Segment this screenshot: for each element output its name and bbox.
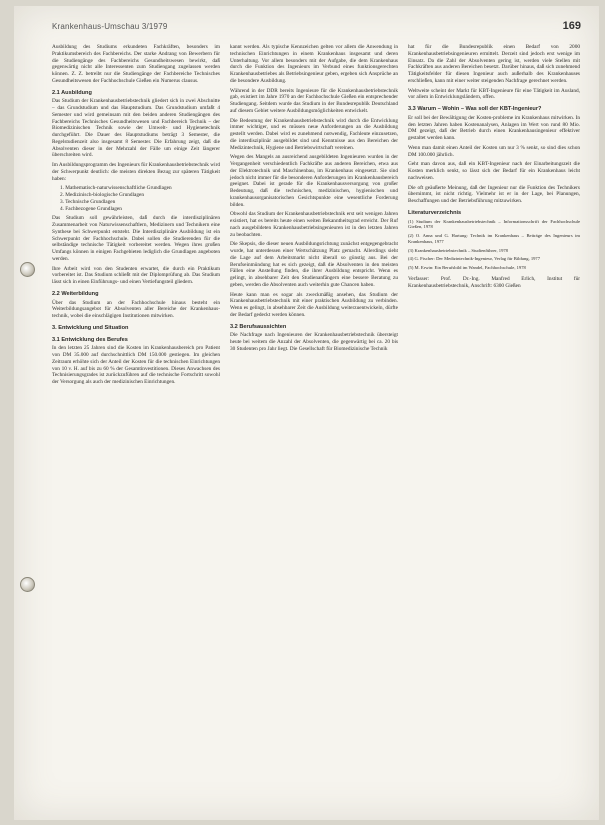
paragraph: Weltweite scheint der Markt für KBT-Ingenieure für eine Tätigkeit im Ausland, vor allem in Entwicklungsländern, offen. xyxy=(408,87,580,101)
paragraph: Er soll bei der Bewältigung der Kosten-probleme im Krankenhaus mitwirken. In den letzten Jahren haben Kostenanalysen, Anlagen im Wert von rund 80 Mio. DM gezeigt, daß der Betrieb durch einen Krankenhausingenieur effektiver gestaltet werden kann. xyxy=(408,114,580,141)
list-item: 4. Fachbezogene Grundlagen xyxy=(60,205,122,212)
page-header xyxy=(52,20,581,36)
paragraph: Geht man davon aus, daß ein KBT-Ingenieur nach der Einarbeitungszeit die Kosten merklich senkt, so lässt sich der Bedarf für ein Krankenhaus leicht nachweisen. xyxy=(408,161,580,181)
text-column-1 xyxy=(52,44,220,389)
reference-item: (4) G. Fischer: Der Medizintechnik-Ingenieur, Verlag für Bildung, 1977 xyxy=(408,256,541,262)
section-heading: 3. Entwicklung und Situation xyxy=(52,324,129,331)
paragraph: hat für die Bundesrepublik einen Bedarf von 2000 Krankenhausbetriebsingenieuren ermittelt. Derzeit sind jedoch erst wenige im Einsatz. Da die Zahl der Absolventen gering ist, werden viele Stellen mit Fachkräften aus anderen Bereichen besetzt. Darüber hinaus, daß sich zunehmend Tätigkeitsfelder für diesen Ingenieur auch außerhalb des Krankenhauses erschließen, kann mit einer weiter steigenden Nachfrage gerechnet werden. xyxy=(408,44,580,84)
binder-hole-icon xyxy=(20,577,35,592)
paragraph: Die Bedeutung der Krankenhausbetriebstechnik wird durch die Entwicklung immer wichtiger, und es müssen neue Anforderungen an die Ausbildung gestellt werden. Dabei wird es zunehmend notwendig, Fachleute einzusetzen, die interdisziplinär ausgebildet sind und Kenntnisse aus den Bereichen der Medizintechnik, Hygiene und Betriebswirtschaft vereinen. xyxy=(230,117,398,151)
paragraph: In den letzten 25 Jahren sind die Kosten im Krankenhausbereich pro Patient von DM 35.000 auf durchschnittlich DM 150.000 gestiegen. Im gleichen Zeitraum erhöhte sich der Anteil der Kosten für die technischen Einrichtungen von 10 v. H. auf bis zu 60 % der Gesamtinvestitionen. Dieses Anwachsen des Technisierungsgrades ist zurückzuführen auf die technische Fortschritt sowohl der Versorgung als auch der medizinischen Einrichtungen. xyxy=(52,345,220,385)
reference-item: (2) O. Anna und G. Hartung: Technik im Krankenhaus – Beiträge des Ingenieurs im Krankenhaus, 1977 xyxy=(408,233,580,244)
references-heading: Literaturverzeichnis xyxy=(408,209,462,216)
journal-page xyxy=(14,6,599,820)
paragraph: Im Ausbildungsprogramm des Ingenieurs für Krankenhausbetriebstechnik wird der Schwerpunkt deutlich: die meisten direkten Bezug zur späteren Tätigkeit haben: xyxy=(52,162,220,182)
section-heading: 3.3 Warum – Wohin – Was soll der KBT-Ingenieur? xyxy=(408,106,542,112)
paragraph: Ausbildung des Studiums erkundeten Fachkräften, besonders im Praktikumsbereich des Fachbereichs. Der starke Andrang von Bewerbern für die Studiengänge des Fachbereichs Gesundheitswesen bewirkt, daß gegenwärtig nicht alle Interessenten zum Studiengang zugelassen werden können. Z. Z. betreibt nur die Studiengänge der Fachbereiche Technisches Gesundheitswesen der Fachhochschule Gießen ein Numerus clausus. xyxy=(52,44,220,84)
reference-item: (5) M. Erwin: Ein Berufsbild im Wandel, Fachhochschule, 1978 xyxy=(408,265,526,271)
paragraph: Obwohl das Studium der Krankenhausbetriebstechnik erst seit wenigen Jahren existiert, hat es bereits heute einen weiten Bekanntheitsgrad erreicht. Der Ruf nach ausgebildeten Krankenhausbetriebsingenieuren ist in den letzten Jahren zu beobachten. xyxy=(230,211,398,238)
paragraph: Das Studium der Krankenhausbetriebstechnik gliedert sich in zwei Abschnitte – das Grundstudium und das Hauptstudium. Das Grundstudium umfaßt 4 Semester und wird gemeinsam mit den beiden anderen Studiengängen des Fachbereichs Technisches Gesundheitswesen und Fachbereich Technik – der Biomedizinischen Technik sowie der Umwelt- und Hygienetechnik durchgeführt. Die Dauer des Hauptstudiums beträgt 3 Semester, die Regelstudienzeit also insgesamt 8 Semester. Die Erfahrung zeigt, daß die Absolventen dieser in der Mehrzahl der Fälle um einige Zeit längerer überschreiten wird. xyxy=(52,98,220,159)
section-heading: 2.1 Ausbildung xyxy=(52,89,92,96)
paragraph: Das Studium soll gewährleisten, daß durch die interdisziplinären Zusammenarbeit von Naturwissenschaftlern, Medizinern und Technikern eine Synthese bei Schwerpunkt entsteht. Die Interdisziplinäre Ausbildung ist ein Schwerpunkt der Fachhochschule. Dabei sollen die Studierenden für die selbständige technische Tätigkeit vorbereitet werden. Wegen ihres großen Umfangs können in einigen Fachgebieten lediglich die Grundlagen angeboten werden. xyxy=(52,215,220,262)
section-heading: 3.1 Entwicklung des Berufes xyxy=(52,336,128,343)
text-column-2 xyxy=(230,44,398,356)
paragraph: Während in der DDR bereits Ingenieure für die Krankenhausbetriebstechnik gab, existiert im Jahre 1970 an der Fachhochschule Gießen ein entsprechender Studiengang. Seitdem wurde das Studium in der Bundesrepublik Deutschland auf diesem Gebiet weitere Ausbildungsmöglichkeiten entwickelt. xyxy=(230,87,398,114)
subject-list xyxy=(52,185,220,212)
paragraph: Ihre Arbeit wird von den Studenten erwartet, die durch ein Praktikum vorbereitet ist. Das Studium schließt mit der Diplomprüfung ab. Das Studium lässt sich in einen Einführungs- und einen Vertiefungsteil gliedern. xyxy=(52,265,220,285)
text-column-3 xyxy=(408,44,580,293)
paragraph: Wegen des Mangels an ausreichend ausgebildeten Ingenieuren wurden in der Vergangenheit verschiedentlich Fachkräfte aus anderen Bereichen, etwa aus der Elektrotechnik und Maschinenbau, im Krankenhaus eingesetzt. Sie sind jedoch nicht immer für die besonderen Anforderungen im Krankenhausbereich geeignet. Dabei ist gerade für die Krankenhausversorgung von großer Bedeutung, daß die technischen, medizinischen, hygienischen und krankenhausorganisatorischen Gesichtspunkte eine wesentliche Forderung bilden. xyxy=(230,154,398,208)
list-item: 1. Mathematisch-naturwissenschaftliche Grundlagen xyxy=(60,185,172,192)
paragraph: Die oft geäußerte Meinung, daß der Ingenieur nur die Funktion des Technikers übernimmt, ist nicht richtig. Vielmehr ist er in der Lage, bei Planungen, Beschaffungen und der Betriebsführung mitzuwirken. xyxy=(408,184,580,204)
references-list xyxy=(408,219,580,272)
paragraph: Die Skepsis, die dieser neuen Ausbildungsrichtung zunächst entgegengebracht wurde, hat unterdessen einer Wertschätzung Platz gemacht. Allerdings sieht die Lage auf dem Arbeitsmarkt nicht überall so günstig aus. Bei der Berufseinmündung hat es sich gezeigt, daß die Absolventen in den meisten Fällen eine Anstellung finden, die ihrer Ausbildung entspricht. Wenn es gelingt, in absehbarer Zeit den Studienanfängern eine bessere Beratung zu geben, werden die Absolventen auch weiterhin gute Chancen haben. xyxy=(230,241,398,288)
section-heading: 3.2 Berufsaussichten xyxy=(230,323,287,330)
paragraph: Wenn man damit einen Anteil der Kosten um nur 3 % senkt, so sind dies schon DM 100.000 jährlich. xyxy=(408,144,580,158)
author-note: Verfasser: Prof. Dr.-Ing. Manfred Erlich, Institut für Krankenhausbetriebstechnik, Anschrift: 6300 Gießen xyxy=(408,276,580,289)
reference-item: (1) Studium der Krankenhausbetriebstechnik – Informationsschrift der Fachhochschule Gießen, 1978 xyxy=(408,218,580,230)
paragraph: Heute kann man es sogar als zweckmäßig ansehen, das Studium der Krankenhausbetriebstechnik mit einer praktischen Ausbildung zu verbinden. Wenn es gelingt, in absehbarer Zeit die Ausbildung weiterzuentwickeln, dürfte der Bedarf gedeckt werden können. xyxy=(230,291,398,318)
reference-item: (3) Krankenhausbetriebstechnik – Studienführer, 1978 xyxy=(408,247,508,253)
running-title: Krankenhaus-Umschau 3/1979 xyxy=(52,22,168,31)
section-heading: 2.2 Weiterbildung xyxy=(52,290,99,297)
list-item: 2. Medizinisch-biologische Grundlagen xyxy=(60,192,144,198)
paragraph: Über das Studium an der Fachhochschule hinaus besteht ein Weiterbildungsangebot für Absolventen aller Bereiche der Krankenhaus-technik, wobei die einschlägigen Institutionen mitwirken. xyxy=(52,299,220,319)
page-number: 169 xyxy=(562,20,581,32)
binder-hole-icon xyxy=(20,262,35,277)
paragraph: Die Nachfrage nach Ingenieuren der Krankenhausbetriebstechnik übersteigt heute bei weitem die Anzahl der Absolventen, die gegenwärtig bei ca. 20 bis 30 Studenten pro Jahr liegt. Die Gesellschaft für Biomedizinische Technik xyxy=(230,332,398,352)
paragraph: kannt werden. Als typische Kennzeichen gelten vor allem die Anwendung in technischen Einrichtungen in einem Krankenhaus insgesamt und deren Unterhaltung. Vor allem besonders mit der Aufgabe, die dem Krankenhaus durch die Funktion des Ingenieurs im Verbund eines funktionsgerechten Krankenhausbetriebes als Betriebsingenieur geben, ergeben sich Ansprüche an die besondere Ausbildung. xyxy=(230,44,398,84)
list-item: 3. Technische Grundlagen xyxy=(60,198,116,205)
